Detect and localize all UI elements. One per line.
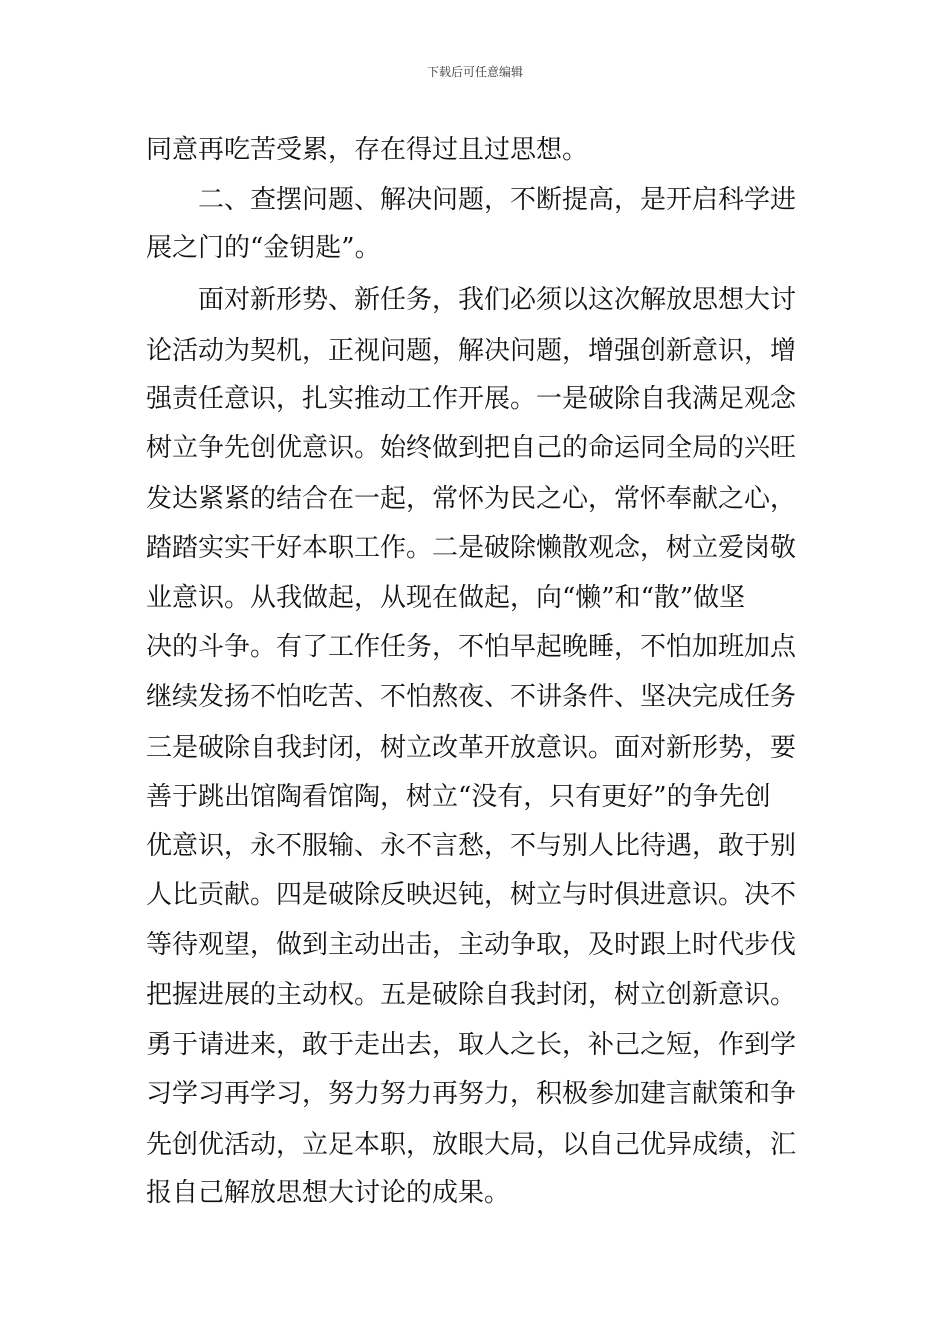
body-line: 展之门的“金钥匙”。 xyxy=(146,233,381,263)
body-line: 树立争先创优意识。始终做到把自己的命运同全局的兴旺 xyxy=(146,433,797,463)
body-line: 发达紧紧的结合在一起，常怀为民之心，常怀奉献之心， xyxy=(146,484,797,514)
body-line: 等待观望，做到主动出击，主动争取，及时跟上时代步伐 xyxy=(146,930,797,960)
body-line: 先创优活动，立足本职，放眼大局，以自己优异成绩，汇 xyxy=(146,1130,797,1160)
body-line: 二、查摆问题、解决问题，不断提高，是开启科学进 xyxy=(198,185,797,215)
body-line: 继续发扬不怕吃苦、不怕熬夜、不讲条件、坚决完成任务 xyxy=(146,682,797,712)
body-line: 报自己解放思想大讨论的成果。 xyxy=(146,1178,511,1208)
body-line: 习学习再学习，努力努力再努力，积极参加建言献策和争 xyxy=(146,1079,797,1109)
page-header: 下载后可任意编辑 xyxy=(426,65,523,79)
body-line: 三是破除自我封闭，树立改革开放意识。面对新形势，要 xyxy=(146,733,797,763)
body-line: 善于跳出馆陶看馆陶，树立“没有，只有更好”的争先创 xyxy=(146,782,771,812)
body-line: 优意识，永不服输、永不言愁，不与别人比待遇，敢于别 xyxy=(146,831,797,861)
body-line: 踏踏实实干好本职工作。二是破除懒散观念，树立爱岗敬 xyxy=(146,533,797,563)
body-line: 业意识。从我做起，从现在做起，向“懒”和“散”做坚 xyxy=(146,583,746,613)
body-line: 决的斗争。有了工作任务，不怕早起晚睡，不怕加班加点 xyxy=(146,632,797,662)
body-line: 人比贡献。四是破除反映迟钝，树立与时俱进意识。决不 xyxy=(146,880,797,910)
body-line: 强责任意识，扎实推动工作开展。一是破除自我满足观念 xyxy=(146,384,797,414)
body-line: 论活动为契机，正视问题，解决问题，增强创新意识，增 xyxy=(146,336,797,366)
body-line: 面对新形势、新任务，我们必须以这次解放思想大讨 xyxy=(198,285,797,315)
body-line: 把握进展的主动权。五是破除自我封闭，树立创新意识。 xyxy=(146,980,797,1010)
body-line: 勇于请进来，敢于走出去，取人之长，补己之短，作到学 xyxy=(146,1030,797,1060)
body-line: 同意再吃苦受累，存在得过且过思想。 xyxy=(146,135,589,165)
